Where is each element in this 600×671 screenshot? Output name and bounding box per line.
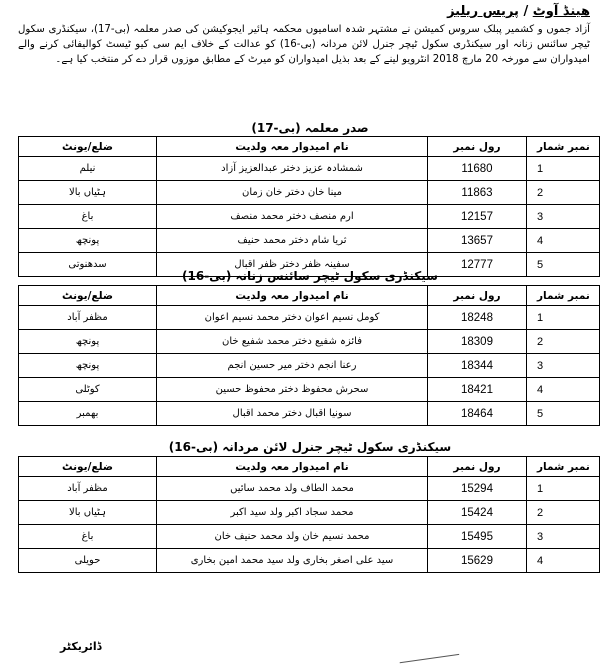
cell-serial: 1: [527, 477, 600, 501]
cell-name: سحرش محفوظ دختر محفوظ حسین: [157, 378, 428, 402]
col-serial-header: نمبر شمار: [527, 137, 600, 157]
cell-district: مظفر آباد: [19, 306, 157, 330]
signature-director: ڈائریکٹر: [60, 640, 102, 653]
cell-roll: 18248: [428, 306, 527, 330]
cell-name: مینا خان دختر خان زمان: [157, 181, 428, 205]
page-heading: [300, 4, 590, 19]
col-district-header: ضلع/یونٹ: [19, 286, 157, 306]
col-serial-header: نمبر شمار: [527, 286, 600, 306]
table-row: [19, 306, 600, 330]
cell-serial: 4: [527, 229, 600, 253]
col-serial-header: نمبر شمار: [527, 457, 600, 477]
table-row: [19, 525, 600, 549]
cell-roll: 13657: [428, 229, 527, 253]
col-district-header: ضلع/یونٹ: [19, 137, 157, 157]
cell-name: شمشادہ عزیز دختر عبدالعزیز آزاد: [157, 157, 428, 181]
cell-serial: 3: [527, 525, 600, 549]
table-row: [19, 181, 600, 205]
cell-serial: 2: [527, 181, 600, 205]
cell-district: مظفر آباد: [19, 477, 157, 501]
col-roll-header: رول نمبر: [428, 457, 527, 477]
cell-name: سفینہ ظفر دختر ظفر اقبال: [157, 253, 428, 277]
heading-separator: /: [523, 4, 529, 19]
cell-serial: 2: [527, 501, 600, 525]
cell-name: سونیا اقبال دختر محمد اقبال: [157, 402, 428, 426]
cell-roll: 15424: [428, 501, 527, 525]
cell-roll: 18344: [428, 354, 527, 378]
cell-district: باغ: [19, 205, 157, 229]
cell-name: محمد سجاد اکبر ولد سید اکبر: [157, 501, 428, 525]
cell-roll: 18309: [428, 330, 527, 354]
table-row: [19, 354, 600, 378]
cell-name: سید علی اصغر بخاری ولد سید محمد امین بخاری: [157, 549, 428, 573]
cell-roll: 15294: [428, 477, 527, 501]
table-row: [19, 229, 600, 253]
section-title-head-mistress: صدر معلمہ (بی-17): [251, 121, 369, 135]
heading-press-release: پریس ریلیز: [447, 4, 519, 19]
cell-district: باغ: [19, 525, 157, 549]
section-title-sst-science-female: سیکنڈری سکول ٹیچر سائنس زنانہ (بی-16): [182, 269, 438, 283]
cell-roll: 18464: [428, 402, 527, 426]
table-header-row: [19, 457, 600, 477]
cell-name: ثریا شام دختر محمد حنیف: [157, 229, 428, 253]
cell-name: کومل نسیم اعوان دختر محمد نسیم اعوان: [157, 306, 428, 330]
table-row: [19, 477, 600, 501]
section-title-sst-general-male: سیکنڈری سکول ٹیچر جنرل لائن مردانہ (بی-16): [168, 440, 452, 454]
cell-district: حویلی: [19, 549, 157, 573]
cell-district: نیلم: [19, 157, 157, 181]
table-row: [19, 157, 600, 181]
col-district-header: ضلع/یونٹ: [19, 457, 157, 477]
cell-serial: 5: [527, 253, 600, 277]
signature-scribble: [400, 654, 461, 671]
table-sst-general-male: [18, 456, 600, 573]
cell-district: سدھنوتی: [19, 253, 157, 277]
cell-name: محمد نسیم خان ولد محمد حنیف خان: [157, 525, 428, 549]
col-roll-header: رول نمبر: [428, 137, 527, 157]
cell-name: فائزہ شفیع دختر محمد شفیع خان: [157, 330, 428, 354]
cell-serial: 1: [527, 157, 600, 181]
cell-name: ارم منصف دختر محمد منصف: [157, 205, 428, 229]
cell-roll: 15629: [428, 549, 527, 573]
heading-handout: ھینڈ آوٹ: [532, 4, 590, 19]
col-name-header: نام امیدوار معہ ولدیت: [157, 286, 428, 306]
cell-name: محمد الطاف ولد محمد سائیں: [157, 477, 428, 501]
table-header-row: [19, 137, 600, 157]
col-name-header: نام امیدوار معہ ولدیت: [157, 457, 428, 477]
table-row: [19, 501, 600, 525]
table-row: [19, 205, 600, 229]
table-row: [19, 378, 600, 402]
cell-roll: 11680: [428, 157, 527, 181]
cell-roll: 18421: [428, 378, 527, 402]
cell-district: ہٹیاں بالا: [19, 501, 157, 525]
table-head-mistress: [18, 136, 600, 277]
intro-paragraph: آزاد جموں و کشمیر پبلک سروس کمیشن نے مشتہر شدہ اسامیوں محکمہ ہائیر ایجوکیشن کی صدر معلمہ (بی-17)، سیکنڈری سکول ٹیچر سائنس زنانہ اور سیکنڈری سکول ٹیچر جنرل لائن مردانہ (بی-16) کو عدالت کے خلاف ایم سی کیو ٹیسٹ کوالیفائی کرنے والے امیدواران سے مورخہ 20 مارچ 2018 انٹرویو لینے کے بعد بذیل امیدواران کو میرٹ کے مطابق موزوں قرار دے کر منتخب کیا ہے۔: [18, 24, 590, 65]
cell-district: بھمبر: [19, 402, 157, 426]
cell-serial: 4: [527, 378, 600, 402]
cell-roll: 12157: [428, 205, 527, 229]
cell-serial: 5: [527, 402, 600, 426]
cell-district: پونچھ: [19, 330, 157, 354]
table-header-row: [19, 286, 600, 306]
table-row: [19, 330, 600, 354]
cell-serial: 1: [527, 306, 600, 330]
cell-district: پونچھ: [19, 229, 157, 253]
table-sst-science-female: [18, 285, 600, 426]
cell-serial: 3: [527, 354, 600, 378]
col-name-header: نام امیدوار معہ ولدیت: [157, 137, 428, 157]
cell-serial: 3: [527, 205, 600, 229]
cell-roll: 15495: [428, 525, 527, 549]
cell-serial: 2: [527, 330, 600, 354]
cell-roll: 11863: [428, 181, 527, 205]
cell-district: ہٹیاں بالا: [19, 181, 157, 205]
table-row: [19, 549, 600, 573]
cell-roll: 12777: [428, 253, 527, 277]
col-roll-header: رول نمبر: [428, 286, 527, 306]
cell-district: پونچھ: [19, 354, 157, 378]
table-row: [19, 402, 600, 426]
cell-district: کوٹلی: [19, 378, 157, 402]
cell-name: رعنا انجم دختر میر حسین انجم: [157, 354, 428, 378]
cell-serial: 4: [527, 549, 600, 573]
